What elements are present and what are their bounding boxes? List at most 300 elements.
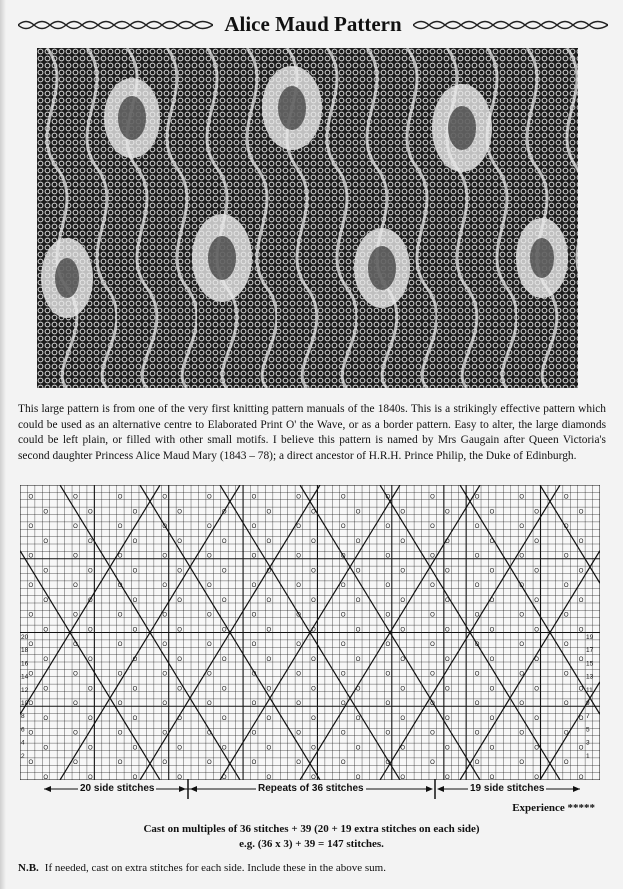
right-row-number: 15	[586, 660, 594, 668]
knitting-chart	[20, 485, 600, 780]
svg-text:O: O	[563, 760, 569, 767]
svg-text:O: O	[474, 642, 480, 649]
svg-text:O: O	[489, 568, 495, 575]
svg-text:O: O	[474, 760, 480, 767]
svg-text:O: O	[385, 642, 391, 649]
svg-text:O: O	[177, 627, 182, 634]
svg-text:O: O	[251, 553, 257, 560]
svg-text:O: O	[355, 568, 361, 575]
svg-text:O: O	[311, 774, 316, 780]
left-row-number: 6	[21, 726, 25, 734]
svg-text:O: O	[385, 524, 391, 531]
svg-text:O: O	[355, 715, 361, 722]
svg-text:O: O	[117, 553, 123, 560]
svg-text:O: O	[519, 553, 524, 560]
right-row-number: 5	[586, 726, 590, 734]
svg-text:O: O	[578, 715, 584, 722]
svg-text:O: O	[266, 597, 272, 604]
svg-text:O: O	[251, 524, 257, 531]
svg-text:O: O	[474, 701, 480, 708]
svg-text:O: O	[534, 627, 539, 634]
svg-text:O: O	[73, 671, 78, 678]
right-row-number: 7	[586, 713, 590, 721]
svg-text:O: O	[534, 509, 539, 516]
svg-text:O: O	[474, 524, 480, 531]
right-row-number: 11	[586, 686, 593, 694]
svg-text:O: O	[430, 760, 435, 767]
page-header	[18, 10, 608, 40]
svg-text:O: O	[43, 686, 49, 693]
svg-text:O: O	[207, 730, 212, 737]
svg-text:O: O	[266, 774, 272, 780]
svg-text:O: O	[266, 538, 272, 545]
svg-text:O: O	[340, 730, 346, 737]
right-row-number: 1	[586, 752, 590, 760]
svg-text:O: O	[563, 671, 569, 678]
svg-text:O: O	[43, 715, 49, 722]
svg-text:O: O	[132, 538, 138, 545]
svg-text:O: O	[444, 627, 450, 634]
cast-on-line-1: Cast on multiples of 36 stitches + 39 (20 + 19 extra stitches on each side)	[143, 823, 480, 835]
svg-text:O: O	[162, 494, 168, 501]
svg-text:O: O	[177, 597, 182, 604]
svg-text:O: O	[221, 597, 227, 604]
svg-text:O: O	[177, 568, 182, 575]
svg-text:O: O	[489, 745, 495, 752]
svg-text:O: O	[563, 494, 569, 501]
svg-text:O: O	[88, 715, 93, 722]
svg-text:O: O	[162, 760, 168, 767]
svg-text:O: O	[162, 730, 168, 737]
svg-text:O: O	[430, 553, 435, 560]
svg-text:O: O	[311, 509, 316, 516]
svg-text:O: O	[311, 597, 316, 604]
svg-text:O: O	[28, 642, 34, 649]
svg-text:O: O	[311, 568, 316, 575]
svg-text:O: O	[400, 656, 406, 663]
svg-text:O: O	[266, 715, 272, 722]
svg-text:O: O	[400, 568, 406, 575]
svg-text:O: O	[221, 538, 227, 545]
svg-text:O: O	[43, 509, 49, 516]
svg-text:O: O	[489, 774, 495, 780]
svg-text:O: O	[534, 568, 539, 575]
svg-text:O: O	[117, 642, 123, 649]
svg-text:O: O	[251, 642, 257, 649]
svg-text:O: O	[221, 627, 227, 634]
svg-text:O: O	[266, 509, 272, 516]
svg-text:O: O	[296, 701, 301, 708]
svg-text:O: O	[43, 627, 49, 634]
svg-text:O: O	[88, 538, 93, 545]
svg-text:O: O	[563, 524, 569, 531]
svg-text:O: O	[340, 494, 346, 501]
svg-text:O: O	[28, 701, 34, 708]
svg-text:O: O	[221, 686, 227, 693]
svg-text:O: O	[489, 656, 495, 663]
svg-text:O: O	[355, 538, 361, 545]
svg-text:O: O	[474, 553, 480, 560]
svg-text:O: O	[28, 730, 34, 737]
svg-text:O: O	[73, 760, 78, 767]
svg-text:O: O	[207, 494, 212, 501]
cast-on-instructions	[40, 822, 583, 852]
svg-text:O: O	[73, 553, 78, 560]
svg-text:O: O	[311, 715, 316, 722]
svg-text:O: O	[563, 553, 569, 560]
svg-text:O: O	[28, 553, 34, 560]
svg-text:O: O	[578, 686, 584, 693]
right-row-number: 3	[586, 739, 590, 747]
svg-text:O: O	[578, 597, 584, 604]
intro-paragraph: This large pattern is from one of the very first knitting pattern manuals of the 1840s. This is a strikingly effective pattern which could be used as an alternative centre to Elaborated Print O' the Wave, or as a border pattern. Easy to alter, the large diamonds could be left plain, or filled with other small motifs. I believe this pattern is named by Mrs Gaugain after Queen Victoria's second daughter Princess Alice Maud Mary (1843 – 78); a direct ancestor of H.R.H. Prince Philip, the Duke of Edinburgh.	[18, 403, 606, 462]
svg-text:O: O	[73, 612, 78, 619]
svg-text:O: O	[251, 730, 257, 737]
svg-text:O: O	[88, 774, 93, 780]
decorative-border-right	[413, 18, 608, 32]
svg-text:O: O	[117, 494, 123, 501]
svg-text:O: O	[519, 524, 524, 531]
svg-text:O: O	[474, 612, 480, 619]
svg-text:O: O	[430, 701, 435, 708]
svg-text:O: O	[162, 553, 168, 560]
svg-text:O: O	[73, 730, 78, 737]
svg-text:O: O	[132, 774, 138, 780]
svg-text:O: O	[578, 538, 584, 545]
svg-text:O: O	[563, 612, 569, 619]
svg-text:O: O	[177, 656, 182, 663]
svg-text:O: O	[251, 494, 257, 501]
svg-text:O: O	[28, 583, 34, 590]
svg-text:O: O	[221, 774, 227, 780]
svg-text:O: O	[266, 568, 272, 575]
left-row-number: 10	[21, 700, 29, 707]
svg-text:O: O	[519, 583, 524, 590]
page-title: Alice Maud Pattern	[18, 12, 608, 37]
svg-text:O: O	[207, 553, 212, 560]
svg-text:O: O	[311, 627, 316, 634]
left-row-number: 8	[21, 713, 25, 721]
svg-text:O: O	[221, 568, 227, 575]
svg-text:O: O	[73, 642, 78, 649]
svg-text:O: O	[444, 509, 450, 516]
svg-text:O: O	[563, 583, 569, 590]
svg-text:O: O	[400, 686, 406, 693]
svg-text:O: O	[400, 715, 406, 722]
svg-text:O: O	[117, 760, 123, 767]
svg-text:O: O	[430, 730, 435, 737]
svg-text:O: O	[132, 745, 138, 752]
svg-text:O: O	[578, 627, 584, 634]
svg-text:O: O	[400, 597, 406, 604]
repeat-stitches-label: Repeats of 36 stitches	[258, 783, 364, 794]
right-row-number: 17	[586, 647, 594, 655]
note-text: If needed, cast on extra stitches for each side. Include these in the above sum.	[44, 862, 386, 874]
svg-text:O: O	[489, 509, 495, 516]
svg-text:O: O	[132, 715, 138, 722]
svg-text:O: O	[563, 730, 569, 737]
left-row-number: 18	[21, 647, 29, 655]
svg-text:O: O	[177, 509, 182, 516]
stitch-dimensions	[20, 779, 600, 801]
svg-text:O: O	[117, 524, 123, 531]
svg-text:O: O	[207, 701, 212, 708]
svg-text:O: O	[88, 627, 93, 634]
svg-text:O: O	[489, 715, 495, 722]
svg-text:O: O	[28, 524, 34, 531]
svg-text:O: O	[578, 509, 584, 516]
note	[18, 862, 386, 874]
svg-text:O: O	[88, 745, 93, 752]
svg-text:O: O	[296, 524, 301, 531]
svg-text:O: O	[444, 774, 450, 780]
svg-text:O: O	[177, 686, 182, 693]
svg-text:O: O	[385, 730, 391, 737]
svg-text:O: O	[340, 524, 346, 531]
svg-text:O: O	[311, 745, 316, 752]
svg-text:O: O	[519, 612, 524, 619]
svg-text:O: O	[162, 642, 168, 649]
svg-text:O: O	[444, 538, 450, 545]
svg-text:O: O	[340, 760, 346, 767]
svg-text:O: O	[430, 612, 435, 619]
svg-text:O: O	[28, 760, 34, 767]
right-row-number: 9	[586, 700, 590, 707]
svg-text:O: O	[132, 627, 138, 634]
svg-text:O: O	[534, 656, 539, 663]
svg-text:O: O	[519, 671, 524, 678]
svg-text:O: O	[251, 701, 257, 708]
svg-text:O: O	[474, 583, 480, 590]
svg-text:O: O	[355, 597, 361, 604]
svg-text:O: O	[117, 583, 123, 590]
svg-text:O: O	[88, 509, 93, 516]
svg-text:O: O	[266, 686, 272, 693]
svg-text:O: O	[73, 524, 78, 531]
svg-text:O: O	[444, 715, 450, 722]
svg-text:O: O	[73, 701, 78, 708]
svg-text:O: O	[534, 538, 539, 545]
svg-text:O: O	[355, 774, 361, 780]
svg-text:O: O	[340, 553, 346, 560]
left-row-number: 12	[21, 686, 29, 694]
svg-text:O: O	[221, 509, 227, 516]
svg-text:O: O	[296, 671, 301, 678]
svg-text:O: O	[251, 671, 257, 678]
svg-text:O: O	[296, 642, 301, 649]
svg-text:O: O	[474, 671, 480, 678]
svg-text:O: O	[162, 524, 168, 531]
svg-text:O: O	[266, 745, 272, 752]
lace-photo	[37, 48, 578, 388]
svg-text:O: O	[88, 686, 93, 693]
svg-text:O: O	[28, 671, 34, 678]
left-side-stitches-label: 20 side stitches	[80, 783, 155, 794]
right-row-number: 13	[586, 673, 594, 681]
svg-text:O: O	[430, 642, 435, 649]
cast-on-line-2: e.g. (36 x 3) + 39 = 147 stitches.	[239, 838, 384, 850]
svg-text:O: O	[177, 715, 182, 722]
svg-text:O: O	[28, 612, 34, 619]
svg-text:O: O	[28, 494, 34, 501]
svg-text:O: O	[117, 730, 123, 737]
svg-text:O: O	[400, 745, 406, 752]
svg-text:O: O	[221, 656, 227, 663]
svg-text:O: O	[296, 730, 301, 737]
svg-text:O: O	[519, 701, 524, 708]
svg-text:O: O	[400, 774, 406, 780]
svg-text:O: O	[266, 656, 272, 663]
svg-text:O: O	[355, 509, 361, 516]
svg-text:O: O	[444, 597, 450, 604]
svg-text:O: O	[489, 597, 495, 604]
svg-text:O: O	[221, 715, 227, 722]
svg-text:O: O	[444, 568, 450, 575]
svg-text:O: O	[266, 627, 272, 634]
svg-text:O: O	[207, 524, 212, 531]
svg-text:O: O	[207, 612, 212, 619]
note-label: N.B.	[18, 862, 39, 874]
svg-text:O: O	[207, 760, 212, 767]
right-row-number: 19	[586, 634, 594, 641]
left-row-number: 16	[21, 660, 29, 668]
svg-text:O: O	[162, 701, 168, 708]
left-row-number: 2	[21, 752, 25, 760]
svg-text:O: O	[385, 583, 391, 590]
lace-pattern-image	[37, 48, 578, 388]
svg-text:O: O	[43, 597, 49, 604]
svg-text:O: O	[489, 686, 495, 693]
svg-text:O: O	[489, 627, 495, 634]
svg-text:O: O	[73, 583, 78, 590]
svg-text:O: O	[132, 509, 138, 516]
svg-text:O: O	[519, 760, 524, 767]
svg-text:O: O	[489, 538, 495, 545]
svg-text:O: O	[430, 524, 435, 531]
svg-text:O: O	[578, 774, 584, 780]
svg-text:O: O	[385, 671, 391, 678]
svg-text:O: O	[355, 627, 361, 634]
svg-text:O: O	[162, 612, 168, 619]
svg-text:O: O	[207, 671, 212, 678]
right-side-stitches-label: 19 side stitches	[470, 783, 545, 794]
svg-text:O: O	[88, 597, 93, 604]
svg-text:O: O	[43, 745, 49, 752]
svg-text:O: O	[355, 656, 361, 663]
svg-text:O: O	[340, 642, 346, 649]
svg-text:O: O	[177, 538, 182, 545]
svg-text:O: O	[534, 597, 539, 604]
svg-text:O: O	[43, 568, 49, 575]
binding-shadow	[0, 0, 6, 889]
svg-text:O: O	[400, 627, 406, 634]
svg-text:O: O	[340, 671, 346, 678]
svg-text:O: O	[88, 568, 93, 575]
svg-text:O: O	[207, 642, 212, 649]
svg-text:O: O	[534, 686, 539, 693]
svg-text:O: O	[400, 538, 406, 545]
left-row-number: 4	[21, 739, 25, 747]
svg-text:O: O	[534, 774, 539, 780]
svg-text:O: O	[311, 686, 316, 693]
svg-text:O: O	[355, 745, 361, 752]
svg-text:O: O	[132, 656, 138, 663]
svg-text:O: O	[340, 583, 346, 590]
svg-text:O: O	[534, 745, 539, 752]
svg-text:O: O	[296, 553, 301, 560]
svg-text:O: O	[474, 494, 480, 501]
left-row-number: 20	[21, 634, 29, 641]
svg-text:O: O	[162, 583, 168, 590]
svg-text:O: O	[444, 656, 450, 663]
svg-text:O: O	[385, 553, 391, 560]
svg-text:O: O	[296, 612, 301, 619]
svg-text:O: O	[43, 656, 49, 663]
svg-text:O: O	[221, 745, 227, 752]
svg-text:O: O	[43, 538, 49, 545]
svg-text:O: O	[444, 686, 450, 693]
svg-text:O: O	[251, 612, 257, 619]
svg-text:O: O	[177, 745, 182, 752]
svg-text:O: O	[88, 656, 93, 663]
svg-text:O: O	[444, 745, 450, 752]
svg-text:O: O	[43, 774, 49, 780]
chart-grid	[20, 485, 600, 780]
svg-text:O: O	[385, 494, 391, 501]
svg-text:O: O	[132, 568, 138, 575]
svg-text:O: O	[132, 686, 138, 693]
svg-text:O: O	[578, 745, 584, 752]
svg-text:O: O	[385, 760, 391, 767]
svg-text:O: O	[355, 686, 361, 693]
svg-text:O: O	[207, 583, 212, 590]
svg-text:O: O	[563, 642, 569, 649]
svg-text:O: O	[578, 568, 584, 575]
svg-text:O: O	[117, 701, 123, 708]
svg-text:O: O	[519, 494, 524, 501]
svg-text:O: O	[385, 612, 391, 619]
svg-text:O: O	[430, 671, 435, 678]
svg-text:O: O	[296, 494, 301, 501]
svg-text:O: O	[311, 656, 316, 663]
svg-text:O: O	[251, 760, 257, 767]
svg-text:O: O	[311, 538, 316, 545]
svg-text:O: O	[117, 612, 123, 619]
svg-text:O: O	[519, 730, 524, 737]
svg-text:O: O	[430, 583, 435, 590]
svg-text:O: O	[162, 671, 168, 678]
experience-rating: Experience *****	[512, 802, 595, 814]
svg-text:O: O	[117, 671, 123, 678]
svg-text:O: O	[340, 612, 346, 619]
svg-text:O: O	[340, 701, 346, 708]
svg-text:O: O	[534, 715, 539, 722]
svg-text:O: O	[177, 774, 182, 780]
svg-text:O: O	[578, 656, 584, 663]
svg-text:O: O	[400, 509, 406, 516]
svg-text:O: O	[430, 494, 435, 501]
svg-text:O: O	[73, 494, 78, 501]
svg-text:O: O	[132, 597, 138, 604]
svg-text:O: O	[251, 583, 257, 590]
svg-text:O: O	[296, 760, 301, 767]
svg-text:O: O	[563, 701, 569, 708]
left-row-number: 14	[21, 673, 29, 681]
svg-text:O: O	[519, 642, 524, 649]
svg-text:O: O	[385, 701, 391, 708]
svg-text:O: O	[474, 730, 480, 737]
svg-text:O: O	[296, 583, 301, 590]
